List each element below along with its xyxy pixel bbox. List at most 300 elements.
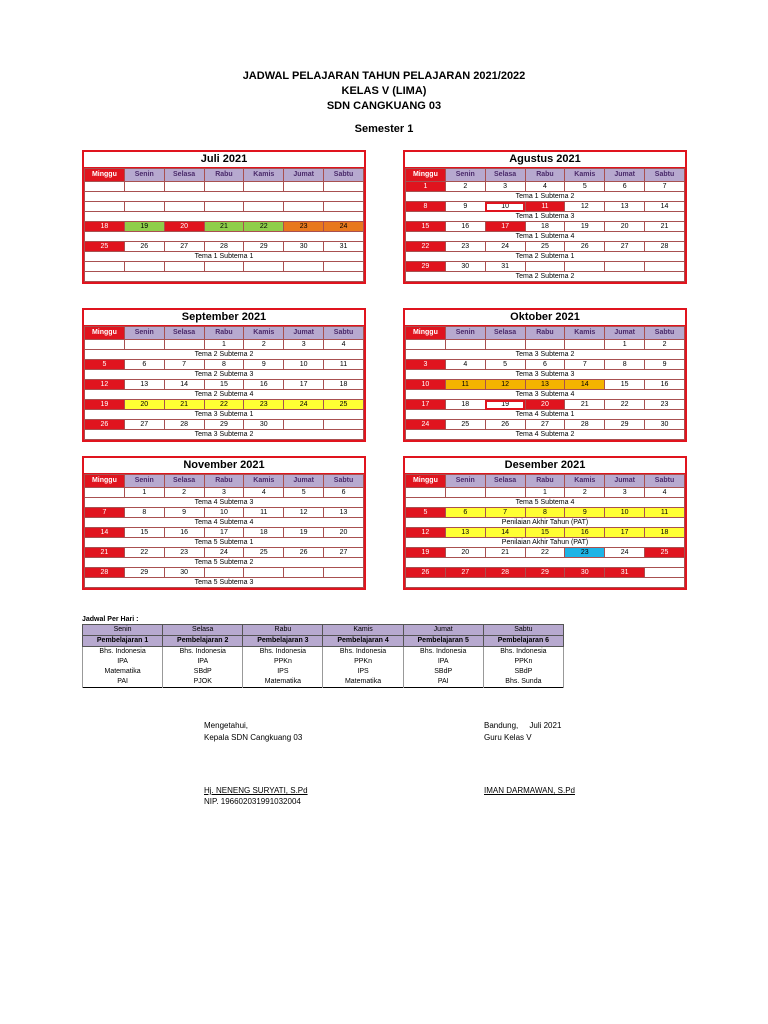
day-cell: 12 xyxy=(565,202,605,212)
day-cell: 14 xyxy=(485,528,525,538)
day-cell xyxy=(244,182,284,192)
calendar-grid xyxy=(84,168,364,282)
day-cell: 9 xyxy=(445,202,485,212)
weekday-header: Jumat xyxy=(605,327,645,340)
schedule-table xyxy=(82,624,564,688)
weekday-header: Jumat xyxy=(284,169,324,182)
weekday-header: Minggu xyxy=(406,327,446,340)
day-cell xyxy=(324,262,364,272)
day-cell xyxy=(204,182,244,192)
day-cell xyxy=(324,568,364,578)
weekday-header: Sabtu xyxy=(324,327,364,340)
day-cell xyxy=(124,182,164,192)
day-cell: 2 xyxy=(645,340,685,350)
day-cell: 15 xyxy=(605,380,645,390)
day-cell: 1 xyxy=(124,488,164,498)
day-cell: 13 xyxy=(605,202,645,212)
day-cell: 17 xyxy=(605,528,645,538)
theme-row: Tema 2 Subtema 1 xyxy=(406,252,685,262)
day-cell: 29 xyxy=(406,262,446,272)
schedule-subject: PJOK xyxy=(163,677,243,688)
day-cell: 19 xyxy=(284,528,324,538)
theme-row: Tema 5 Subtema 1 xyxy=(85,538,364,548)
schedule-subject: Bhs. Indonesia xyxy=(163,647,243,658)
day-cell: 23 xyxy=(445,242,485,252)
calendar-title: Desember 2021 xyxy=(405,458,685,474)
day-cell: 31 xyxy=(485,262,525,272)
day-cell: 22 xyxy=(244,222,284,232)
day-cell: 30 xyxy=(164,568,204,578)
schedule-subject: PAI xyxy=(83,677,163,688)
weekday-header: Minggu xyxy=(85,327,125,340)
weekday-header: Selasa xyxy=(164,475,204,488)
theme-row: Tema 4 Subtema 3 xyxy=(85,498,364,508)
day-cell: 25 xyxy=(445,420,485,430)
weekday-header: Senin xyxy=(445,475,485,488)
day-cell: 15 xyxy=(204,380,244,390)
weekday-header: Selasa xyxy=(164,327,204,340)
day-cell: 19 xyxy=(406,548,446,558)
day-cell: 5 xyxy=(85,360,125,370)
day-cell: 11 xyxy=(244,508,284,518)
day-cell: 24 xyxy=(406,420,446,430)
day-cell: 22 xyxy=(525,548,565,558)
day-cell: 11 xyxy=(525,202,565,212)
weekday-header: Minggu xyxy=(85,475,125,488)
day-cell: 2 xyxy=(445,182,485,192)
schedule-subject: Bhs. Indonesia xyxy=(483,647,563,658)
day-cell: 18 xyxy=(244,528,284,538)
day-cell xyxy=(85,182,125,192)
day-cell: 29 xyxy=(605,420,645,430)
weekday-header: Jumat xyxy=(284,327,324,340)
schedule-subject: SBdP xyxy=(403,667,483,677)
day-cell: 23 xyxy=(565,548,605,558)
day-cell: 19 xyxy=(85,400,125,410)
day-cell: 5 xyxy=(485,360,525,370)
day-cell xyxy=(244,202,284,212)
day-cell: 20 xyxy=(605,222,645,232)
day-cell: 14 xyxy=(565,380,605,390)
day-cell xyxy=(164,262,204,272)
schedule-subject: IPA xyxy=(83,657,163,667)
schedule-subject: Bhs. Indonesia xyxy=(243,647,323,658)
weekday-header: Kamis xyxy=(244,169,284,182)
day-cell: 3 xyxy=(605,488,645,498)
day-cell xyxy=(124,262,164,272)
weekday-header: Sabtu xyxy=(645,169,685,182)
weekday-header: Sabtu xyxy=(324,169,364,182)
day-cell: 29 xyxy=(124,568,164,578)
day-cell: 19 xyxy=(565,222,605,232)
day-cell xyxy=(284,568,324,578)
day-cell: 26 xyxy=(85,420,125,430)
day-cell xyxy=(605,262,645,272)
schedule-subject: Bhs. Indonesia xyxy=(403,647,483,658)
day-cell: 12 xyxy=(284,508,324,518)
day-cell: 4 xyxy=(645,488,685,498)
schedule-subject: PAI xyxy=(403,677,483,688)
day-cell: 4 xyxy=(324,340,364,350)
day-cell: 3 xyxy=(485,182,525,192)
schedule-subject: Matematika xyxy=(323,677,403,688)
day-cell: 6 xyxy=(525,360,565,370)
day-cell: 25 xyxy=(85,242,125,252)
day-cell: 17 xyxy=(406,400,446,410)
weekday-header: Kamis xyxy=(244,475,284,488)
day-cell: 3 xyxy=(284,340,324,350)
theme-row: Tema 2 Subtema 4 xyxy=(85,390,364,400)
sig-left-nip: NIP. 196602031991032004 xyxy=(204,797,301,806)
day-cell: 1 xyxy=(204,340,244,350)
day-cell: 5 xyxy=(565,182,605,192)
day-cell: 18 xyxy=(525,222,565,232)
day-cell: 3 xyxy=(204,488,244,498)
day-cell: 23 xyxy=(164,548,204,558)
theme-row: Tema 3 Subtema 3 xyxy=(406,370,685,380)
calendar-title: September 2021 xyxy=(84,310,364,326)
weekday-header: Minggu xyxy=(406,475,446,488)
day-cell: 20 xyxy=(324,528,364,538)
day-cell: 7 xyxy=(485,508,525,518)
day-cell xyxy=(324,182,364,192)
day-cell: 23 xyxy=(244,400,284,410)
weekday-header: Rabu xyxy=(204,475,244,488)
day-cell: 26 xyxy=(406,568,446,578)
day-cell: 13 xyxy=(124,380,164,390)
day-cell: 25 xyxy=(645,548,685,558)
day-cell: 10 xyxy=(284,360,324,370)
day-cell xyxy=(485,488,525,498)
day-cell: 20 xyxy=(124,400,164,410)
day-cell: 31 xyxy=(605,568,645,578)
sig-left-role: Kepala SDN Cangkuang 03 xyxy=(204,733,303,742)
theme-row: Tema 5 Subtema 2 xyxy=(85,558,364,568)
weekday-header: Kamis xyxy=(565,169,605,182)
day-cell: 27 xyxy=(124,420,164,430)
day-cell: 12 xyxy=(485,380,525,390)
schedule-subject: Bhs. Indonesia xyxy=(323,647,403,658)
daily-schedule xyxy=(82,616,564,688)
day-cell: 28 xyxy=(485,568,525,578)
theme-row: Tema 3 Subtema 2 xyxy=(406,350,685,360)
schedule-day: Kamis xyxy=(323,625,403,636)
theme-row: Tema 2 Subtema 2 xyxy=(406,272,685,282)
day-cell xyxy=(244,568,284,578)
day-cell xyxy=(565,340,605,350)
day-cell xyxy=(485,340,525,350)
schedule-subject: IPA xyxy=(163,657,243,667)
sig-left-name: Hj. NENENG SURYATI, S.Pd xyxy=(204,786,308,795)
day-cell xyxy=(164,340,204,350)
day-cell: 14 xyxy=(85,528,125,538)
weekday-header: Minggu xyxy=(406,169,446,182)
day-cell: 24 xyxy=(324,222,364,232)
day-cell: 24 xyxy=(485,242,525,252)
day-cell: 11 xyxy=(645,508,685,518)
sig-left-label: Mengetahui, xyxy=(204,721,249,730)
sig-right-role: Guru Kelas V xyxy=(484,733,532,742)
day-cell xyxy=(324,420,364,430)
day-cell: 18 xyxy=(445,400,485,410)
day-cell: 25 xyxy=(244,548,284,558)
schedule-session: Pembelajaran 4 xyxy=(323,636,403,647)
calendar-grid xyxy=(405,168,685,282)
day-cell: 18 xyxy=(85,222,125,232)
calendar-oktober xyxy=(403,308,687,442)
weekday-header: Sabtu xyxy=(645,475,685,488)
day-cell: 24 xyxy=(204,548,244,558)
day-cell: 20 xyxy=(164,222,204,232)
day-cell: 16 xyxy=(244,380,284,390)
theme-row xyxy=(406,558,685,568)
day-cell: 14 xyxy=(164,380,204,390)
calendar-november xyxy=(82,456,366,590)
day-cell xyxy=(284,420,324,430)
theme-row: Tema 1 Subtema 4 xyxy=(406,232,685,242)
calendar-september xyxy=(82,308,366,442)
day-cell xyxy=(284,262,324,272)
schedule-subject: PPKn xyxy=(483,657,563,667)
weekday-header: Kamis xyxy=(565,475,605,488)
day-cell: 16 xyxy=(645,380,685,390)
weekday-header: Senin xyxy=(124,169,164,182)
day-cell xyxy=(406,488,446,498)
day-cell: 27 xyxy=(525,420,565,430)
schedule-session: Pembelajaran 1 xyxy=(83,636,163,647)
day-cell: 20 xyxy=(525,400,565,410)
day-cell: 29 xyxy=(244,242,284,252)
day-cell: 24 xyxy=(605,548,645,558)
day-cell xyxy=(525,262,565,272)
theme-row: Tema 4 Subtema 1 xyxy=(406,410,685,420)
day-cell: 8 xyxy=(204,360,244,370)
day-cell: 12 xyxy=(85,380,125,390)
schedule-session: Pembelajaran 5 xyxy=(403,636,483,647)
day-cell: 26 xyxy=(124,242,164,252)
day-cell: 13 xyxy=(525,380,565,390)
day-cell: 28 xyxy=(164,420,204,430)
theme-row: Penilaian Akhir Tahun (PAT) xyxy=(406,538,685,548)
day-cell: 15 xyxy=(124,528,164,538)
theme-row: Tema 1 Subtema 2 xyxy=(406,192,685,202)
day-cell xyxy=(124,340,164,350)
day-cell: 22 xyxy=(204,400,244,410)
day-cell xyxy=(164,182,204,192)
day-cell: 16 xyxy=(445,222,485,232)
day-cell: 25 xyxy=(324,400,364,410)
day-cell: 30 xyxy=(645,420,685,430)
calendar-juli xyxy=(82,150,366,284)
doc-school: SDN CANGKUANG 03 xyxy=(326,100,442,112)
schedule-subject: IPS xyxy=(323,667,403,677)
day-cell: 18 xyxy=(324,380,364,390)
day-cell: 6 xyxy=(324,488,364,498)
theme-row: Tema 3 Subtema 4 xyxy=(406,390,685,400)
day-cell: 4 xyxy=(525,182,565,192)
day-cell: 30 xyxy=(244,420,284,430)
day-cell: 23 xyxy=(284,222,324,232)
weekday-header: Rabu xyxy=(525,327,565,340)
day-cell: 29 xyxy=(525,568,565,578)
weekday-header: Jumat xyxy=(284,475,324,488)
day-cell: 1 xyxy=(605,340,645,350)
day-cell: 24 xyxy=(284,400,324,410)
day-cell: 8 xyxy=(406,202,446,212)
weekday-header: Senin xyxy=(445,169,485,182)
schedule-subject: PPKn xyxy=(243,657,323,667)
day-cell xyxy=(645,262,685,272)
day-cell: 2 xyxy=(164,488,204,498)
day-cell: 7 xyxy=(85,508,125,518)
weekday-header: Rabu xyxy=(525,169,565,182)
day-cell xyxy=(645,568,685,578)
day-cell xyxy=(244,262,284,272)
schedule-subject: IPA xyxy=(403,657,483,667)
day-cell: 27 xyxy=(445,568,485,578)
theme-row xyxy=(85,232,364,242)
day-cell: 9 xyxy=(645,360,685,370)
calendar-desember xyxy=(403,456,687,590)
sig-right-name: IMAN DARMAWAN, S.Pd xyxy=(484,786,575,795)
day-cell: 21 xyxy=(645,222,685,232)
schedule-title: Jadwal Per Hari : xyxy=(82,616,139,623)
day-cell: 5 xyxy=(406,508,446,518)
calendar-grid xyxy=(84,326,364,440)
weekday-header: Selasa xyxy=(485,475,525,488)
day-cell xyxy=(525,340,565,350)
day-cell: 2 xyxy=(565,488,605,498)
weekday-header: Senin xyxy=(124,327,164,340)
day-cell: 6 xyxy=(445,508,485,518)
calendar-title: Oktober 2021 xyxy=(405,310,685,326)
day-cell: 11 xyxy=(324,360,364,370)
schedule-subject: SBdP xyxy=(163,667,243,677)
schedule-day: Sabtu xyxy=(483,625,563,636)
day-cell: 8 xyxy=(124,508,164,518)
doc-title: JADWAL PELAJARAN TAHUN PELAJARAN 2021/2022 xyxy=(242,70,526,82)
day-cell: 27 xyxy=(164,242,204,252)
day-cell: 15 xyxy=(525,528,565,538)
calendar-title: November 2021 xyxy=(84,458,364,474)
theme-row: Tema 4 Subtema 2 xyxy=(406,430,685,440)
schedule-subject: Matematika xyxy=(83,667,163,677)
day-cell xyxy=(85,488,125,498)
theme-row: Tema 4 Subtema 4 xyxy=(85,518,364,528)
day-cell: 9 xyxy=(164,508,204,518)
day-cell xyxy=(164,202,204,212)
weekday-header: Rabu xyxy=(204,169,244,182)
day-cell: 17 xyxy=(284,380,324,390)
day-cell: 21 xyxy=(565,400,605,410)
day-cell: 30 xyxy=(284,242,324,252)
day-cell: 31 xyxy=(324,242,364,252)
day-cell: 21 xyxy=(485,548,525,558)
day-cell: 28 xyxy=(565,420,605,430)
theme-row: Tema 5 Subtema 4 xyxy=(406,498,685,508)
day-cell: 9 xyxy=(565,508,605,518)
schedule-subject: SBdP xyxy=(483,667,563,677)
day-cell: 15 xyxy=(406,222,446,232)
day-cell: 2 xyxy=(244,340,284,350)
day-cell: 19 xyxy=(485,400,525,410)
sig-right-place-date: Bandung, Juli 2021 xyxy=(484,721,562,730)
schedule-day: Jumat xyxy=(403,625,483,636)
schedule-subject: IPS xyxy=(243,667,323,677)
theme-row: Tema 1 Subtema 3 xyxy=(406,212,685,222)
theme-row: Tema 5 Subtema 3 xyxy=(85,578,364,588)
day-cell: 14 xyxy=(645,202,685,212)
schedule-day: Selasa xyxy=(163,625,243,636)
day-cell xyxy=(445,340,485,350)
day-cell: 10 xyxy=(605,508,645,518)
day-cell: 26 xyxy=(284,548,324,558)
day-cell xyxy=(284,202,324,212)
day-cell xyxy=(324,202,364,212)
day-cell xyxy=(204,568,244,578)
weekday-header: Senin xyxy=(445,327,485,340)
day-cell xyxy=(85,340,125,350)
day-cell: 16 xyxy=(164,528,204,538)
day-cell xyxy=(406,340,446,350)
calendar-grid xyxy=(84,474,364,588)
calendar-title: Juli 2021 xyxy=(84,152,364,168)
schedule-day: Senin xyxy=(83,625,163,636)
day-cell: 8 xyxy=(605,360,645,370)
schedule-subject: Bhs. Indonesia xyxy=(83,647,163,658)
weekday-header: Kamis xyxy=(244,327,284,340)
calendar-grid xyxy=(405,326,685,440)
day-cell: 22 xyxy=(406,242,446,252)
weekday-header: Rabu xyxy=(525,475,565,488)
day-cell: 19 xyxy=(124,222,164,232)
theme-row: Tema 3 Subtema 1 xyxy=(85,410,364,420)
day-cell: 20 xyxy=(445,548,485,558)
day-cell: 13 xyxy=(445,528,485,538)
day-cell xyxy=(284,182,324,192)
theme-row: Tema 2 Subtema 2 xyxy=(85,350,364,360)
day-cell: 4 xyxy=(244,488,284,498)
theme-row xyxy=(85,272,364,282)
schedule-subject: PPKn xyxy=(323,657,403,667)
day-cell: 1 xyxy=(406,182,446,192)
day-cell: 26 xyxy=(485,420,525,430)
day-cell: 23 xyxy=(645,400,685,410)
day-cell: 21 xyxy=(204,222,244,232)
day-cell: 6 xyxy=(605,182,645,192)
theme-row: Tema 1 Subtema 1 xyxy=(85,252,364,262)
day-cell: 9 xyxy=(244,360,284,370)
day-cell: 27 xyxy=(324,548,364,558)
day-cell: 21 xyxy=(164,400,204,410)
calendar-agustus xyxy=(403,150,687,284)
day-cell: 28 xyxy=(645,242,685,252)
day-cell: 7 xyxy=(164,360,204,370)
day-cell: 4 xyxy=(445,360,485,370)
calendar-grid xyxy=(405,474,685,588)
weekday-header: Jumat xyxy=(605,475,645,488)
day-cell: 26 xyxy=(565,242,605,252)
schedule-session: Pembelajaran 3 xyxy=(243,636,323,647)
weekday-header: Kamis xyxy=(565,327,605,340)
theme-row: Penilaian Akhir Tahun (PAT) xyxy=(406,518,685,528)
day-cell xyxy=(204,262,244,272)
day-cell: 5 xyxy=(284,488,324,498)
day-cell: 30 xyxy=(565,568,605,578)
theme-row: Tema 2 Subtema 3 xyxy=(85,370,364,380)
day-cell xyxy=(85,202,125,212)
day-cell xyxy=(445,488,485,498)
